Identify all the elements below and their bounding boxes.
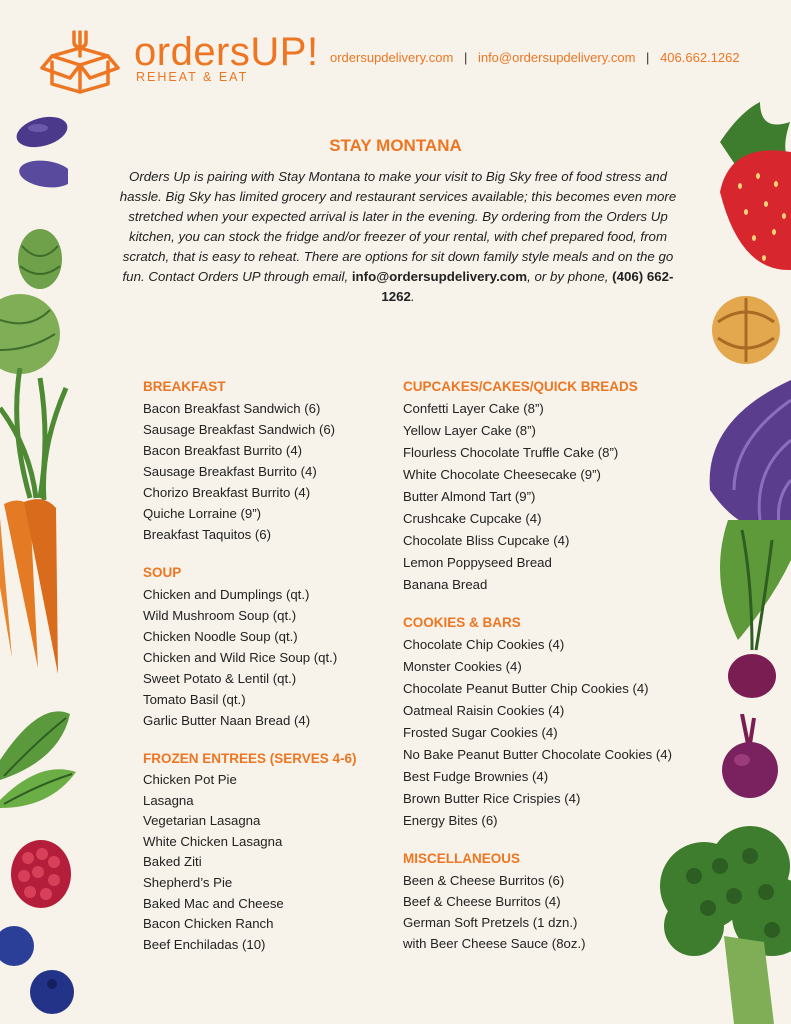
section-soup: [143, 562, 393, 731]
separator: |: [463, 50, 468, 65]
menu-item: Chocolate Peanut Butter Chip Cookies (4): [403, 681, 649, 696]
menu-item: Garlic Butter Naan Bread (4): [143, 713, 311, 728]
menu-item: Crushcake Cupcake (4): [403, 511, 542, 526]
spinach-leaf-illustration: [0, 700, 80, 810]
website-link[interactable]: ordersupdelivery.com: [330, 50, 454, 65]
menu-item: with Beer Cheese Sauce (8oz.): [403, 936, 586, 951]
menu-item: Yellow Layer Cake (8”): [403, 423, 536, 438]
radish-illustration: [718, 714, 782, 804]
section-frozen-entrees: [143, 748, 393, 955]
menu-item: Bacon Breakfast Sandwich (6): [143, 401, 321, 416]
intro-text: Orders Up is pairing with Stay Montana to make your visit to Big Sky free of food stress and hassle. Big Sky has limited grocery and restaurant services available; this becomes even more stretched when your expected arrival is later in the evening. By ordering from the Orders Up kitchen, you can stock the fridge and/or freezer of your rental, with chef prepared food, from scratch, that is easy to reheat. There are options for sit down family style meals and on the go fun. Contact Orders UP through email,: [119, 169, 677, 284]
menu-item: Chicken and Wild Rice Soup (qt.): [143, 650, 338, 665]
menu-item: Chocolate Bliss Cupcake (4): [403, 533, 570, 548]
section-title: FROZEN ENTREES (SERVES 4-6): [143, 751, 357, 766]
section-cookies: [403, 612, 703, 832]
menu-item: Frosted Sugar Cookies (4): [403, 725, 558, 740]
menu-item: White Chicken Lasagna: [143, 833, 283, 849]
menu-item: Bacon Chicken Ranch: [143, 916, 274, 932]
menu-item: Been & Cheese Burritos (6): [403, 873, 565, 888]
menu-item: Sausage Breakfast Burrito (4): [143, 464, 317, 479]
intro-text: , or by phone,: [527, 269, 613, 284]
menu-item: Tomato Basil (qt.): [143, 692, 246, 707]
section-title: SOUP: [143, 565, 182, 580]
menu-item: Sweet Potato & Lentil (qt.): [143, 671, 297, 686]
menu-item: Butter Almond Tart (9”): [403, 489, 536, 504]
beet-illustration: [712, 520, 791, 700]
menu-item: Confetti Layer Cake (8”): [403, 401, 544, 416]
phone-link[interactable]: 406.662.1262: [660, 50, 740, 65]
red-cabbage-illustration: [704, 380, 791, 540]
intro-email[interactable]: info@ordersupdelivery.com: [351, 269, 528, 284]
menu-item: Monster Cookies (4): [403, 659, 522, 674]
section-title: COOKIES & BARS: [403, 615, 521, 630]
menu-item: Chorizo Breakfast Burrito (4): [143, 485, 311, 500]
menu-item: No Bake Peanut Butter Chocolate Cookies (4): [403, 747, 673, 762]
menu-item: Sausage Breakfast Sandwich (6): [143, 422, 336, 437]
menu-item: Baked Mac and Cheese: [143, 895, 284, 911]
menu-item: Quiche Lorraine (9”): [143, 506, 262, 521]
menu-item: Shepherd’s Pie: [143, 874, 233, 890]
section-breakfast: [143, 376, 393, 545]
prune-illustration: [8, 108, 68, 198]
intro-text: .: [410, 289, 415, 304]
broccoli-illustration: [654, 826, 791, 1024]
takeout-box-fork-icon: [40, 28, 120, 94]
section-title: CUPCAKES/CAKES/QUICK BREADS: [403, 379, 638, 394]
carrot-illustration: [0, 368, 80, 678]
menu-item: Chicken Pot Pie: [143, 772, 237, 787]
brand-name: ordersUP!: [134, 30, 319, 74]
menu-item: Wild Mushroom Soup (qt.): [143, 608, 297, 623]
menu-item: Flourless Chocolate Truffle Cake (8”): [403, 445, 619, 460]
section-cakes: [403, 376, 703, 596]
menu-item: Vegetarian Lasagna: [143, 813, 261, 829]
menu-item: German Soft Pretzels (1 dzn.): [403, 915, 578, 930]
menu-item: Bacon Breakfast Burrito (4): [143, 443, 303, 458]
menu-item: Lemon Poppyseed Bread: [403, 555, 552, 570]
menu-item: Brown Butter Rice Crispies (4): [403, 791, 581, 806]
menu-item: Chicken and Dumplings (qt.): [143, 587, 310, 602]
email-link[interactable]: info@ordersupdelivery.com: [477, 50, 636, 65]
menu-item: Banana Bread: [403, 577, 488, 592]
menu-item: Lasagna: [143, 792, 194, 808]
menu-item: Oatmeal Raisin Cookies (4): [403, 703, 565, 718]
menu-item: Chicken Noodle Soup (qt.): [143, 629, 298, 644]
intro-title: STAY MONTANA: [329, 136, 462, 155]
menu-item: Beef & Cheese Burritos (4): [403, 894, 561, 909]
raspberry-illustration: [8, 836, 74, 910]
section-title: BREAKFAST: [143, 379, 226, 394]
menu-item: Chocolate Chip Cookies (4): [403, 637, 565, 652]
cabbage-illustration: [0, 290, 60, 380]
section-title: MISCELLANEOUS: [403, 851, 521, 866]
blueberry-illustration: [0, 922, 80, 1022]
menu-item: White Chocolate Cheesecake (9”): [403, 467, 601, 482]
contact-bar: [330, 50, 740, 65]
menu-item: Best Fudge Brownies (4): [403, 769, 549, 784]
brussels-sprout-illustration: [16, 226, 64, 292]
menu-left-column: [143, 376, 393, 955]
separator: |: [646, 50, 650, 65]
walnut-illustration: [708, 292, 782, 368]
menu-item: Beef Enchiladas (10): [143, 936, 266, 952]
menu-item: Energy Bites (6): [403, 813, 498, 828]
intro-paragraph: [112, 167, 684, 307]
strawberry-illustration: [700, 92, 791, 272]
menu-item: Baked Ziti: [143, 854, 202, 870]
brand-tagline: REHEAT & EAT: [136, 70, 249, 84]
intro-phone[interactable]: (406) 662-1262: [381, 269, 674, 304]
menu-item: Breakfast Taquitos (6): [143, 527, 272, 542]
